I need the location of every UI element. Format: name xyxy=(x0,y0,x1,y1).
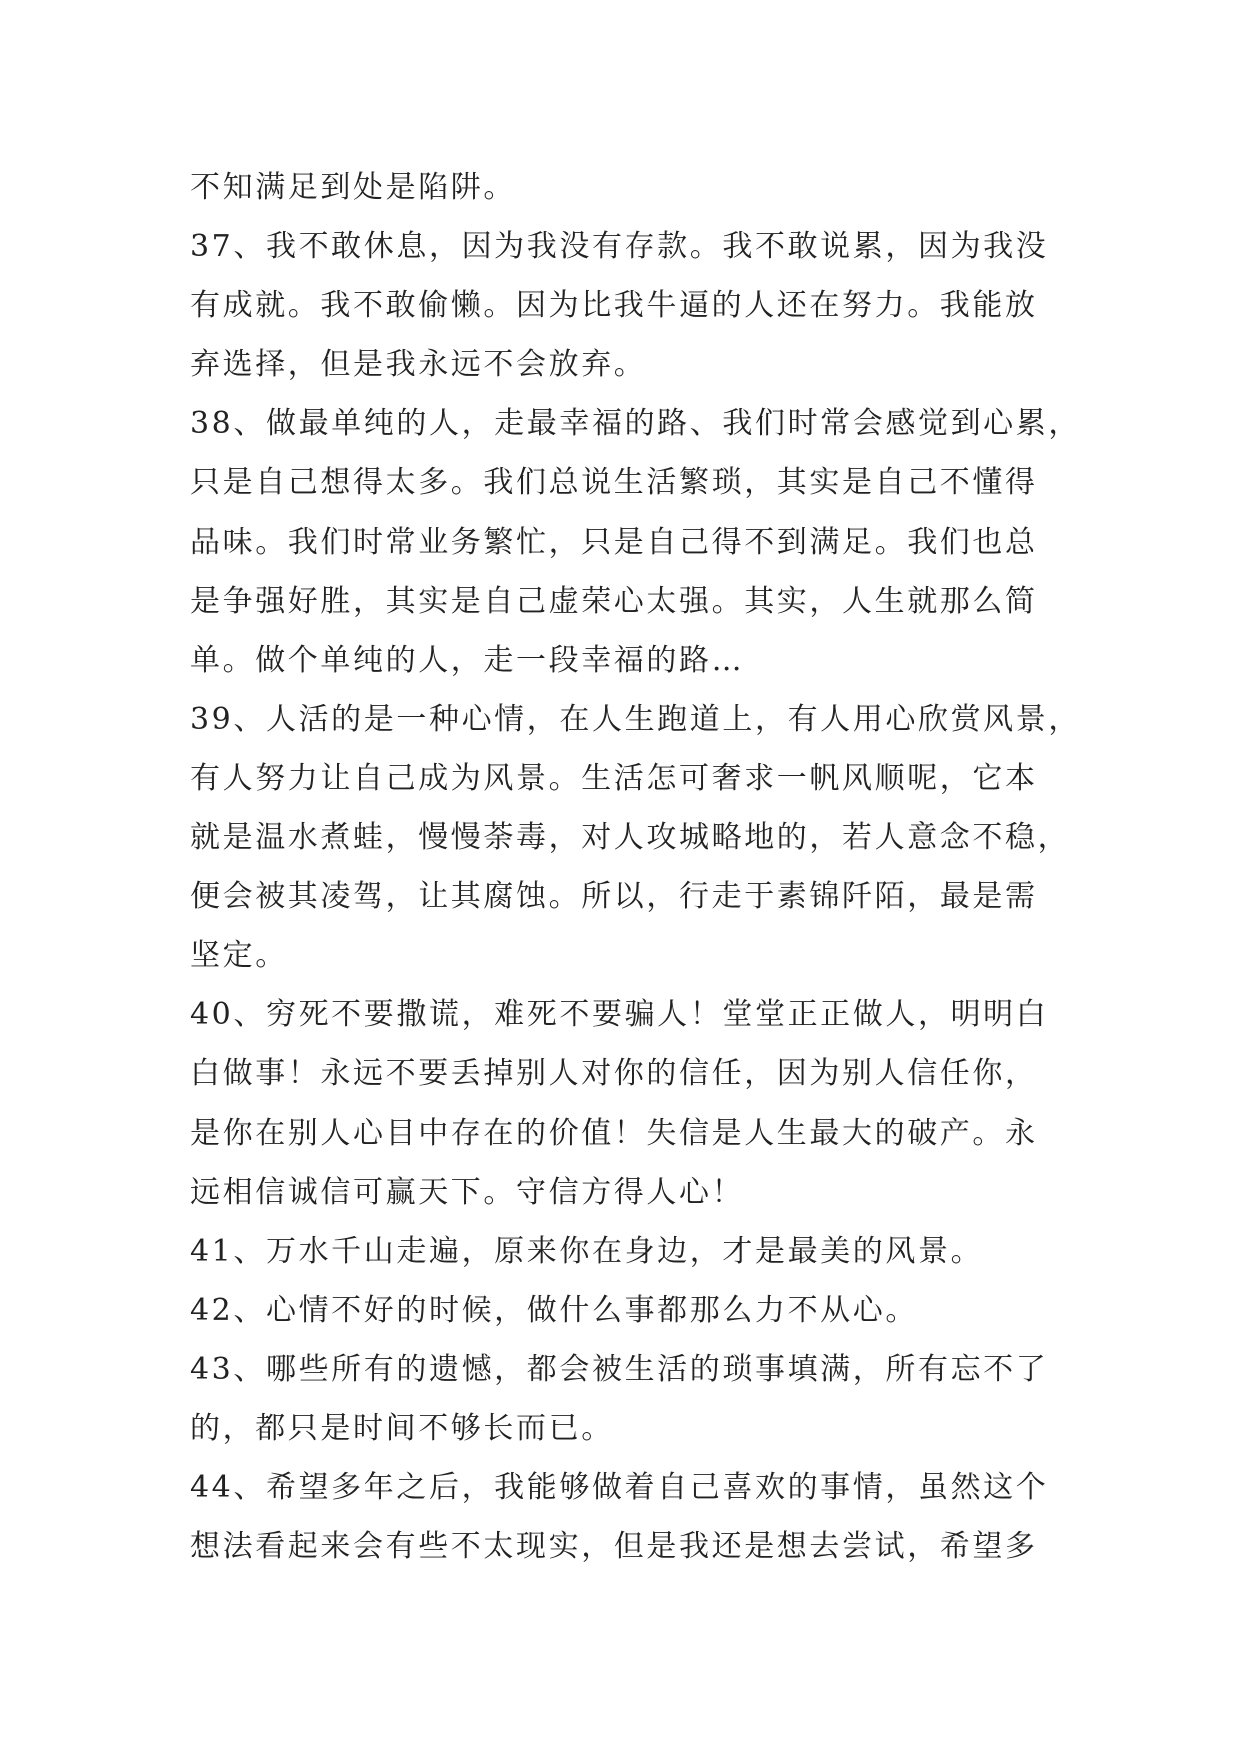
text-line: 坚定。 xyxy=(190,938,288,974)
text-line: 品味。我们时常业务繁忙，只是自己得不到满足。我们也总 xyxy=(190,524,1038,560)
text-line: 便会被其凌驾，让其腐蚀。所以，行走于素锦阡陌，最是需 xyxy=(190,879,1038,915)
text-line: 是争强好胜，其实是自己虚荣心太强。其实，人生就那么简 xyxy=(190,583,1038,619)
text-line: 有成就。我不敢偷懒。因为比我牛逼的人还在努力。我能放 xyxy=(190,288,1038,324)
text-line: 只是自己想得太多。我们总说生活繁琐，其实是自己不懂得 xyxy=(190,465,1038,501)
text-line: 是你在别人心目中存在的价值！失信是人生最大的破产。永 xyxy=(190,1115,1038,1151)
text-line: 就是温水煮蛙，慢慢荼毒，对人攻城略地的，若人意念不稳， xyxy=(190,820,1071,856)
text-line: 有人努力让自己成为风景。生活怎可奢求一帆风顺呢，它本 xyxy=(190,760,1038,796)
text-line: 单。做个单纯的人，走一段幸福的路… xyxy=(190,642,745,678)
body-text xyxy=(190,158,1081,1576)
text-line: 白做事！永远不要丢掉别人对你的信任，因为别人信任你， xyxy=(190,1056,1038,1092)
text-line: 37、我不敢休息，因为我没有存款。我不敢说累，因为我没 xyxy=(190,229,1049,265)
text-line: 43、哪些所有的遗憾，都会被生活的琐事填满，所有忘不了 xyxy=(190,1351,1049,1387)
text-line: 不知满足到处是陷阱。 xyxy=(190,170,516,205)
text-line: 42、心情不好的时候，做什么事都那么力不从心。 xyxy=(190,1292,918,1328)
text-line: 弃选择，但是我永远不会放弃。 xyxy=(190,347,647,383)
text-line: 39、人活的是一种心情，在人生跑道上，有人用心欣赏风景， xyxy=(190,701,1081,737)
text-line: 40、穷死不要撒谎，难死不要骗人！堂堂正正做人，明明白 xyxy=(190,997,1049,1033)
text-line: 远相信诚信可赢天下。守信方得人心！ xyxy=(190,1174,745,1210)
text-line: 41、万水千山走遍，原来你在身边，才是最美的风景。 xyxy=(190,1233,984,1269)
text-line: 44、希望多年之后，我能够做着自己喜欢的事情，虽然这个 xyxy=(190,1470,1049,1506)
text-line: 想法看起来会有些不太现实，但是我还是想去尝试，希望多 xyxy=(190,1529,1038,1565)
text-line: 38、做最单纯的人，走最幸福的路、我们时常会感觉到心累， xyxy=(190,406,1081,442)
text-line: 的，都只是时间不够长而已。 xyxy=(190,1410,614,1446)
